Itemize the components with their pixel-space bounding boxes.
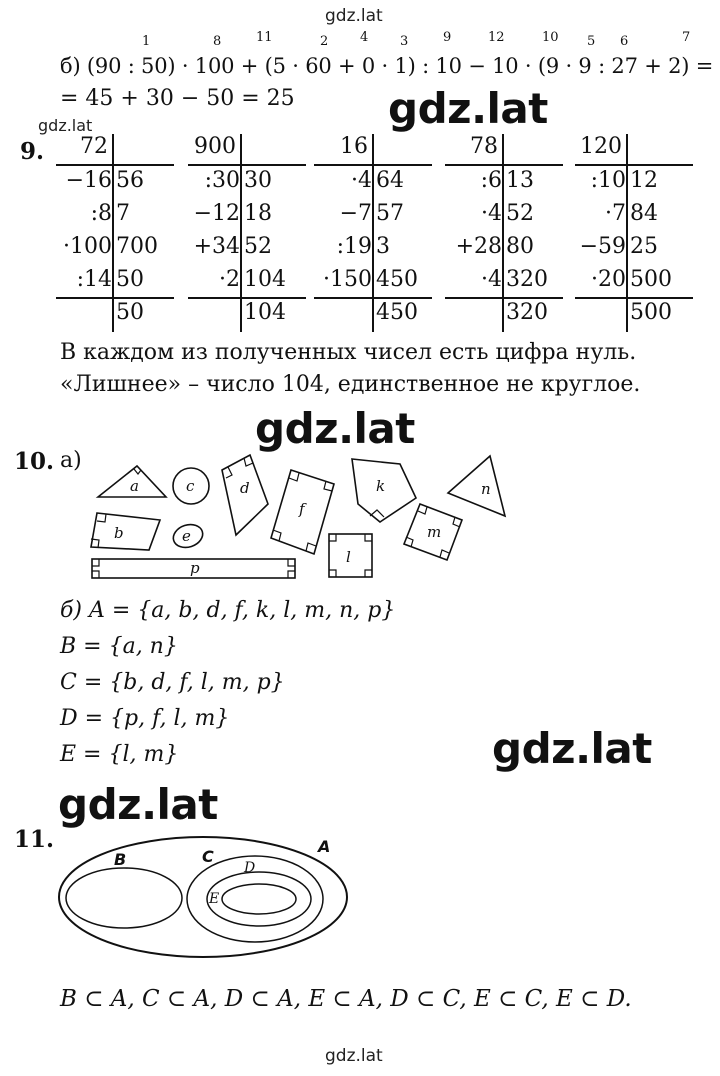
chain-value: 80	[506, 234, 534, 259]
watermark-bottom: gdz.lat	[325, 1046, 383, 1066]
chain-divider-2	[240, 134, 242, 332]
chain-operation: +28	[455, 234, 502, 259]
set-b: B = {a, n}	[60, 634, 178, 659]
op-order-12: 12	[488, 30, 505, 45]
op-order-5: 5	[587, 34, 596, 49]
shape-label-p: p	[190, 559, 200, 577]
chain-value: 450	[376, 267, 418, 292]
label-b: B	[114, 850, 127, 869]
shape-label-k: k	[376, 477, 386, 495]
chain-bottom-rule-5	[575, 297, 693, 299]
chain-value: 500	[630, 267, 672, 292]
label-e: E	[209, 891, 220, 907]
euler-diagram	[0, 830, 720, 970]
label-a: A	[318, 837, 331, 856]
chain-bottom-rule-1	[56, 297, 174, 299]
shape-label-n: n	[481, 480, 491, 498]
chain-value: 84	[630, 201, 658, 226]
chain-top-rule-4	[445, 164, 563, 166]
label-d: D	[244, 860, 256, 876]
chain-value: 25	[630, 234, 658, 259]
chain-operation: ·150	[323, 267, 372, 292]
watermark-big-4: gdz.lat	[58, 780, 218, 829]
chain-top-rule-2	[188, 164, 306, 166]
chain-divider-1	[112, 134, 114, 332]
chain-operation: ·4	[481, 267, 502, 292]
part-a-label: а)	[60, 448, 82, 473]
shape-b-quad	[91, 513, 160, 550]
watermark-small-left: gdz.lat	[38, 116, 93, 135]
set-b-ellipse	[66, 868, 182, 928]
op-order-6: 6	[620, 34, 629, 49]
chain-top-rule-5	[575, 164, 693, 166]
conclusion-line-2: «Лишнее» – число 104, единственное не круглое.	[60, 372, 641, 397]
chain-value: 320	[506, 267, 548, 292]
chain-result-2: 104	[244, 300, 286, 325]
chain-head-5: 120	[580, 134, 622, 159]
chain-operation: ·4	[351, 168, 372, 193]
chain-operation: −7	[339, 201, 372, 226]
shape-label-d: d	[240, 479, 250, 497]
chain-value: 50	[116, 267, 144, 292]
shape-label-e: e	[182, 527, 191, 545]
shape-label-l: l	[346, 548, 351, 566]
shape-label-f: f	[299, 500, 305, 518]
watermark-top: gdz.lat	[325, 6, 383, 26]
chain-operation: :14	[76, 267, 112, 292]
chain-value: 52	[506, 201, 534, 226]
op-order-10: 10	[542, 30, 559, 45]
chain-operation: :6	[480, 168, 502, 193]
chain-operation: :30	[204, 168, 240, 193]
chain-head-3: 16	[340, 134, 368, 159]
set-e: E = {l, m}	[60, 742, 179, 767]
expression-line-2: = 45 + 30 − 50 = 25	[60, 86, 295, 111]
chain-operation: :8	[90, 201, 112, 226]
chain-value: 12	[630, 168, 658, 193]
shape-n-triangle	[448, 456, 505, 516]
chain-operation: ·4	[481, 201, 502, 226]
chain-result-3: 450	[376, 300, 418, 325]
chain-value: 7	[116, 201, 130, 226]
chain-head-4: 78	[470, 134, 498, 159]
watermark-big-3: gdz.lat	[492, 724, 652, 773]
chain-operation: :19	[336, 234, 372, 259]
watermark-big-1: gdz.lat	[388, 84, 548, 133]
chain-value: 52	[244, 234, 272, 259]
chain-value: 3	[376, 234, 390, 259]
shape-label-m: m	[427, 523, 442, 541]
watermark-big-2: gdz.lat	[255, 404, 415, 453]
op-order-8: 8	[213, 34, 222, 49]
op-order-7: 7	[682, 30, 691, 45]
shape-label-b: b	[114, 524, 124, 542]
chain-operation: −16	[65, 168, 112, 193]
set-e-ellipse	[222, 884, 296, 914]
shapes-figure	[0, 440, 720, 590]
relations-line: B ⊂ A, C ⊂ A, D ⊂ A, E ⊂ A, D ⊂ C, E ⊂ C, E ⊂ D.	[60, 986, 632, 1012]
chain-operation: ·2	[219, 267, 240, 292]
chain-operation: ·100	[63, 234, 112, 259]
set-d: D = {p, f, l, m}	[60, 706, 230, 731]
chain-value: 104	[244, 267, 286, 292]
exercise-number-10: 10.	[14, 448, 55, 475]
exercise-number-9: 9.	[20, 138, 45, 165]
chain-divider-5	[626, 134, 628, 332]
chain-value: 700	[116, 234, 158, 259]
chain-result-5: 500	[630, 300, 672, 325]
op-order-4: 4	[360, 30, 369, 45]
chain-operation: ·7	[605, 201, 626, 226]
chain-value: 64	[376, 168, 404, 193]
set-a: б) A = {a, b, d, f, k, l, m, n, p}	[60, 598, 396, 623]
set-c: C = {b, d, f, l, m, p}	[60, 670, 285, 695]
label-c: C	[202, 847, 214, 866]
op-order-2: 2	[320, 34, 329, 49]
expression-line-1: б) (90 : 50) · 100 + (5 · 60 + 0 · 1) : 10 − 10 · (9 · 9 : 27 + 2) =	[60, 54, 714, 78]
op-order-3: 3	[400, 34, 409, 49]
chain-bottom-rule-3	[314, 297, 432, 299]
chain-value: 57	[376, 201, 404, 226]
chain-value: 13	[506, 168, 534, 193]
chain-value: 18	[244, 201, 272, 226]
op-order-1: 1	[142, 34, 151, 49]
chain-head-2: 900	[194, 134, 236, 159]
chain-value: 30	[244, 168, 272, 193]
chain-operation: −59	[579, 234, 626, 259]
op-order-9: 9	[443, 30, 452, 45]
chain-operation: ·20	[591, 267, 626, 292]
chain-operation: :10	[590, 168, 626, 193]
chain-top-rule-1	[56, 164, 174, 166]
op-order-11: 11	[256, 30, 273, 45]
chain-result-1: 50	[116, 300, 144, 325]
chain-bottom-rule-4	[445, 297, 563, 299]
chain-head-1: 72	[80, 134, 108, 159]
chain-operation: +34	[193, 234, 240, 259]
chain-divider-3	[372, 134, 374, 332]
chain-bottom-rule-2	[188, 297, 306, 299]
conclusion-line-1: В каждом из полученных чисел есть цифра нуль.	[60, 340, 637, 365]
chain-operation: −12	[193, 201, 240, 226]
chain-result-4: 320	[506, 300, 548, 325]
shape-label-a: a	[130, 477, 139, 495]
chain-value: 56	[116, 168, 144, 193]
chain-divider-4	[502, 134, 504, 332]
shape-label-c: c	[186, 477, 195, 495]
exercise-number-11: 11.	[14, 826, 55, 853]
